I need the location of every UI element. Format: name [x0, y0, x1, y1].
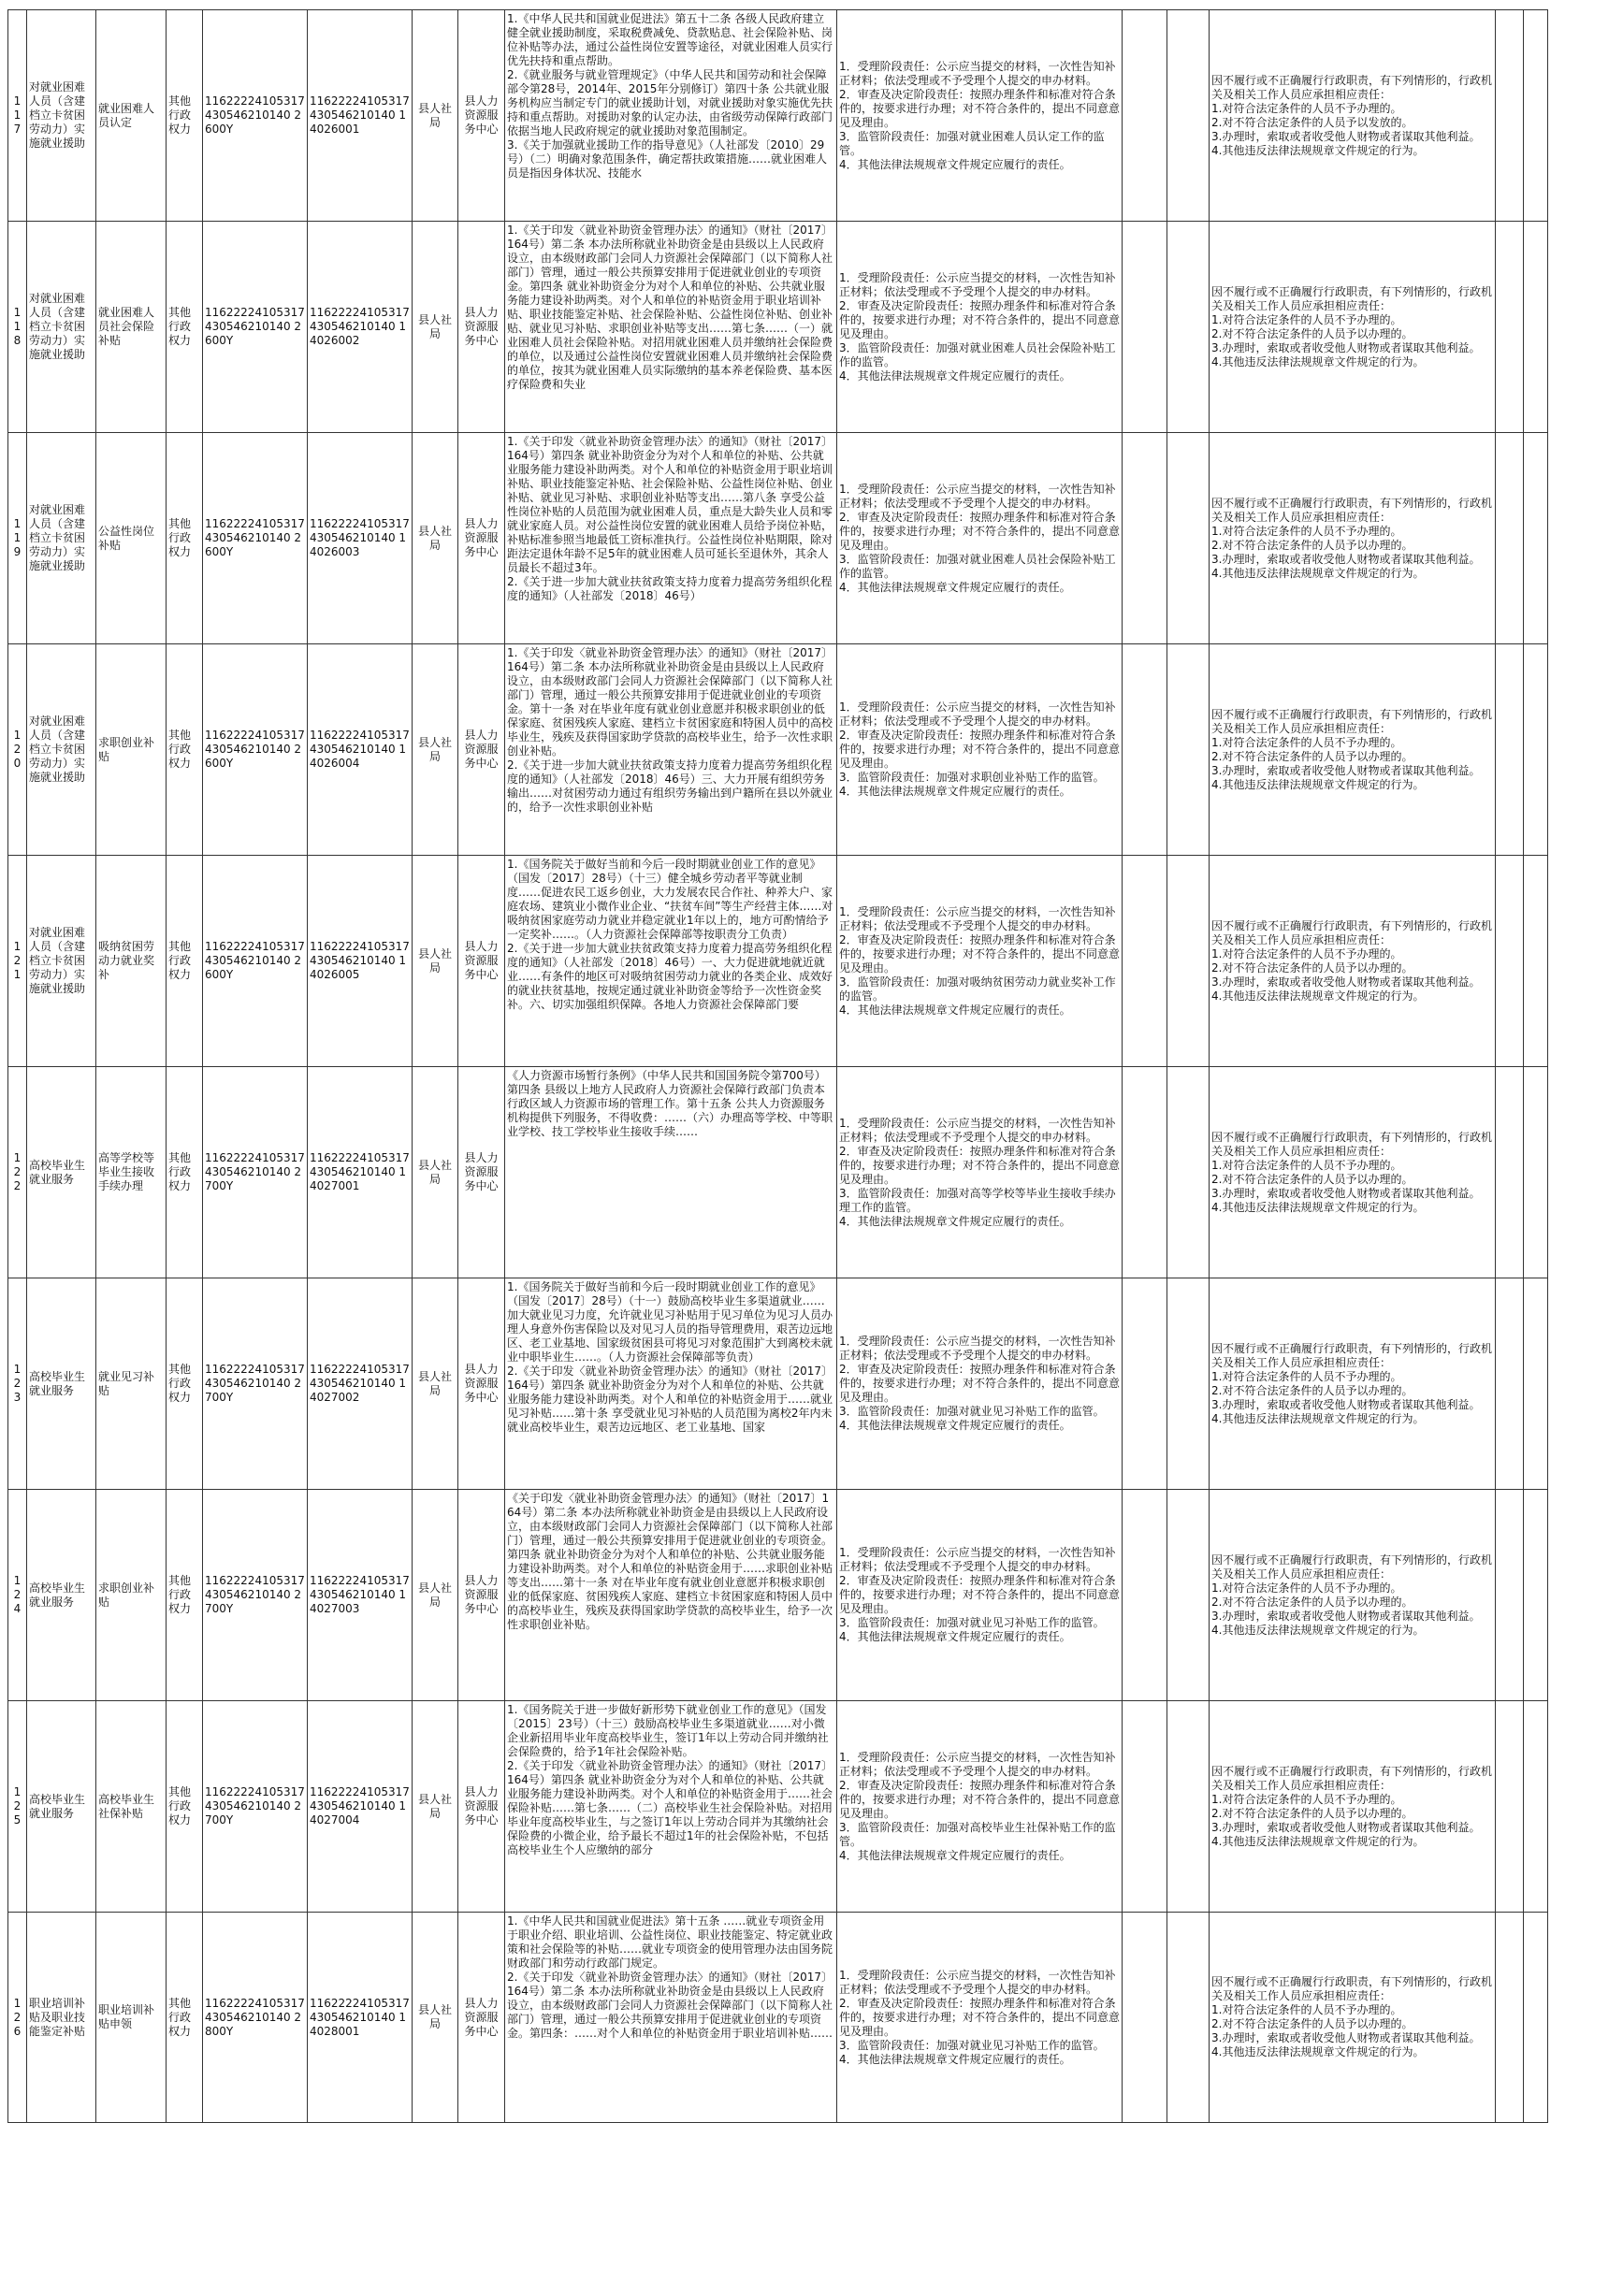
item-name: 高校毕业生就业服务	[27, 1067, 96, 1278]
accountability	[1210, 856, 1496, 1067]
blank-cell	[1524, 1067, 1548, 1278]
sub-item-code: 11622224105317430546210140 14026003	[308, 433, 413, 644]
responsibility	[837, 856, 1123, 1067]
item-name: 高校毕业生就业服务	[27, 1701, 96, 1913]
handling-unit: 县人力资源服务中心	[458, 1913, 505, 2123]
table-row	[8, 1490, 1548, 1701]
legal-basis-text: 《关于印发〈就业补助资金管理办法〉的通知》（财社〔2017〕164号）第二条 本办法所称就业补助资金是由县级以上人民政府设立，由本级财政部门会同人力资源社会保障部门（以下简称人社部门）管理，通过一般公共预算安排用于促进就业创业的专项资金。第四条 就业补助资金分为对个人和单位的补贴、公共就业服务能力建设补助两类。对个人和单位的补贴资金用于……求职创业补贴等支出……第十一条 对在毕业年度有就业创业意愿并积极求职创业的低保家庭、贫困残疾人家庭、建档立卡贫困家庭和特困人员中的高校毕业生，残疾及获得国家助学贷款的高校毕业生，给予一次性求职创业补贴。	[507, 1492, 833, 1631]
legal-basis	[505, 1490, 837, 1701]
legal-basis	[505, 222, 837, 433]
sub-item-name: 就业困难人员社会保险补贴	[96, 222, 167, 433]
item-number: 119	[8, 433, 27, 644]
blank-cell	[1524, 10, 1548, 222]
item-name: 对就业困难人员（含建档立卡贫困劳动力）实施就业援助	[27, 644, 96, 856]
handling-unit: 县人力资源服务中心	[458, 1278, 505, 1490]
legal-basis	[505, 1278, 837, 1490]
table-row	[8, 1278, 1548, 1490]
blank-cell	[1123, 1490, 1167, 1701]
blank-cell	[1167, 644, 1210, 856]
power-type: 其他行政权力	[167, 1701, 203, 1913]
blank-cell	[1167, 1067, 1210, 1278]
blank-cell	[1123, 1278, 1167, 1490]
department: 县人社局	[413, 644, 458, 856]
power-type: 其他行政权力	[167, 856, 203, 1067]
table-row	[8, 1701, 1548, 1913]
blank-cell	[1123, 433, 1167, 644]
sub-item-name: 职业培训补贴申领	[96, 1913, 167, 2123]
item-number: 124	[8, 1490, 27, 1701]
blank-cell	[1496, 1701, 1524, 1913]
table-row	[8, 1067, 1548, 1278]
sub-item-name: 求职创业补贴	[96, 1490, 167, 1701]
item-code: 11622224105317430546210140 2700Y	[203, 1490, 308, 1701]
accountability	[1210, 644, 1496, 856]
legal-basis	[505, 10, 837, 222]
power-type: 其他行政权力	[167, 433, 203, 644]
legal-basis-text: 1.《关于印发〈就业补助资金管理办法〉的通知》（财社〔2017〕164号）第四条 就业补助资金分为对个人和单位的补贴、公共就业服务能力建设补助两类。对个人和单位的补贴资金用于职业培训补贴、职业技能鉴定补贴、社会保险补贴、公益性岗位补贴、创业补贴、就业见习补贴、求职创业补贴等支出……第八条 享受公益性岗位补贴的人员范围为就业困难人员，重点是大龄失业人员和零就业家庭人员。对公益性岗位安置的就业困难人员给予岗位补贴，补贴标准参照当地最低工资标准执行。公益性岗位补贴期限，除对距法定退休年龄不足5年的就业困难人员可延长至退休外，其余人员最长不超过3年。 2.《关于进一步加大就业扶贫政策支持力度着力提高劳务组织化程度的通知》（人社部发〔2018〕46号）	[507, 435, 833, 602]
blank-cell	[1496, 222, 1524, 433]
sub-item-name: 吸纳贫困劳动力就业奖补	[96, 856, 167, 1067]
sub-item-name: 就业见习补贴	[96, 1278, 167, 1490]
item-code: 11622224105317430546210140 2700Y	[203, 1701, 308, 1913]
legal-basis-text: 1.《关于印发〈就业补助资金管理办法〉的通知》（财社〔2017〕164号）第二条 本办法所称就业补助资金是由县级以上人民政府设立，由本级财政部门会同人力资源社会保障部门（以下简称人社部门）管理，通过一般公共预算安排用于促进就业创业的专项资金。第十一条 对在毕业年度有就业创业意愿并积极求职创业的低保家庭、贫困残疾人家庭、建档立卡贫困家庭和特困人员中的高校毕业生，残疾及获得国家助学贷款的高校毕业生，给予一次性求职创业补贴。 2.《关于进一步加大就业扶贫政策支持力度着力提高劳务组织化程度的通知》（人社部发〔2018〕46号）三、大力开展有组织劳务输出……对贫困劳动力通过有组织劳务输出到户籍所在县以外就业的，给予一次性求职创业补贴	[507, 646, 833, 814]
legal-basis	[505, 1913, 837, 2123]
handling-unit: 县人力资源服务中心	[458, 644, 505, 856]
item-name: 对就业困难人员（含建档立卡贫困劳动力）实施就业援助	[27, 10, 96, 222]
legal-basis-text: 1.《国务院关于做好当前和今后一段时期就业创业工作的意见》（国发〔2017〕28号）（十一）鼓励高校毕业生多渠道就业……加大就业见习力度，允许就业见习补贴用于见习单位为见习人员办理人身意外伤害保险以及对见习人员的指导管理费用，艰苦边远地区、老工业基地、国家级贫困县可将见习对象范围扩大到离校未就业中职毕业生……。（人力资源社会保障部等负责） 2.《关于印发〈就业补助资金管理办法〉的通知》（财社〔2017〕164号）第四条 就业补助资金分为对个人和单位的补贴、公共就业服务能力建设补助两类。对个人和单位的补贴资金用于……就业见习补贴……第十条 享受就业见习补贴的人员范围为离校2年内未就业高校毕业生，艰苦边远地区、老工业基地、国家	[507, 1280, 833, 1434]
blank-cell	[1496, 644, 1524, 856]
department: 县人社局	[413, 1278, 458, 1490]
item-number: 125	[8, 1701, 27, 1913]
item-number: 120	[8, 644, 27, 856]
responsibility-text: 1．受理阶段责任：公示应当提交的材料，一次性告知补正材料；依法受理或不予受理个人提交的申办材料。 2．审查及决定阶段责任：按照办理条件和标准对符合条件的，按要求进行办理；对不符合条件的，提出不同意意见及理由。 3．监管阶段责任：加强对就业见习补贴工作的监管。 4．其他法律法规规章文件规定应履行的责任。	[839, 1335, 1120, 1432]
accountability	[1210, 433, 1496, 644]
table-row	[8, 222, 1548, 433]
responsibility	[837, 644, 1123, 856]
sub-item-code: 11622224105317430546210140 14026001	[308, 10, 413, 222]
accountability	[1210, 1278, 1496, 1490]
accountability-text: 因不履行或不正确履行行政职责，有下列情形的，行政机关及相关工作人员应承担相应责任： 1.对符合法定条件的人员不予办理的。 2.对不符合法定条件的人员予以办理的。 3.办理时，索取或者收受他人财物或者谋取其他利益。 4.其他违反法律法规规章文件规定的行为。	[1211, 1764, 1493, 1848]
accountability-text: 因不履行或不正确履行行政职责，有下列情形的，行政机关及相关工作人员应承担相应责任： 1.对符合法定条件的人员不予办理的。 2.对不符合法定条件的人员予以办理的。 3.办理时，索取或者收受他人财物或者谋取其他利益。 4.其他违反法律法规规章文件规定的行为。	[1211, 707, 1493, 791]
power-type: 其他行政权力	[167, 1278, 203, 1490]
responsibility	[837, 1067, 1123, 1278]
item-name: 高校毕业生就业服务	[27, 1278, 96, 1490]
blank-cell	[1524, 1913, 1548, 2123]
department: 县人社局	[413, 1913, 458, 2123]
table-row	[8, 10, 1548, 222]
accountability-text: 因不履行或不正确履行行政职责，有下列情形的，行政机关及相关工作人员应承担相应责任： 1.对符合法定条件的人员不予办理的。 2.对不符合法定条件的人员予以办理的。 3.办理时，索取或者收受他人财物或者谋取其他利益。 4.其他违反法律法规规章文件规定的行为。	[1211, 918, 1493, 1003]
item-code: 11622224105317430546210140 2600Y	[203, 856, 308, 1067]
accountability-text: 因不履行或不正确履行行政职责，有下列情形的，行政机关及相关工作人员应承担相应责任： 1.对符合法定条件的人员不予办理的。 2.对不符合法定条件的人员予以办理的。 3.办理时，索取或者收受他人财物或者谋取其他利益。 4.其他违反法律法规规章文件规定的行为。	[1211, 1341, 1493, 1425]
department: 县人社局	[413, 222, 458, 433]
accountability	[1210, 1490, 1496, 1701]
sub-item-code: 11622224105317430546210140 14027002	[308, 1278, 413, 1490]
sub-item-name: 求职创业补贴	[96, 644, 167, 856]
blank-cell	[1123, 10, 1167, 222]
legal-basis	[505, 856, 837, 1067]
department: 县人社局	[413, 10, 458, 222]
handling-unit: 县人力资源服务中心	[458, 222, 505, 433]
legal-basis-text: 1.《中华人民共和国就业促进法》第五十二条 各级人民政府建立健全就业援助制度，采取税费减免、贷款贴息、社会保险补贴、岗位补贴等办法，通过公益性岗位安置等途径，对就业困难人员实行优先扶持和重点帮助。 2.《就业服务与就业管理规定》（中华人民共和国劳动和社会保障部令第28号，2014年、2015年分别修订）第四十条 公共就业服务机构应当制定专门的就业援助计划，对就业援助对象实施优先扶持和重点帮助。对援助对象的认定办法，由省级劳动保障行政部门依据当地人民政府规定的就业援助对象范围制定。 3.《关于加强就业援助工作的指导意见》（人社部发〔2010〕29号）（二）明确对象范围条件，确定帮扶政策措施……就业困难人员是指因身体状况、技能水	[507, 12, 833, 180]
table-row	[8, 433, 1548, 644]
department: 县人社局	[413, 433, 458, 644]
sub-item-code: 11622224105317430546210140 14028001	[308, 1913, 413, 2123]
blank-cell	[1524, 1278, 1548, 1490]
item-name: 职业培训补贴及职业技能鉴定补贴	[27, 1913, 96, 2123]
responsibility-text: 1．受理阶段责任：公示应当提交的材料，一次性告知补正材料；依法受理或不予受理个人提交的申办材料。 2．审查及决定阶段责任：按照办理条件和标准对符合条件的，按要求进行办理；对不符合条件的，提出不同意意见及理由。 3．监管阶段责任：加强对求职创业补贴工作的监管。 4．其他法律法规规章文件规定应履行的责任。	[839, 700, 1120, 798]
blank-cell	[1524, 1701, 1548, 1913]
item-code: 11622224105317430546210140 2600Y	[203, 222, 308, 433]
responsibility	[837, 1278, 1123, 1490]
blank-cell	[1496, 1278, 1524, 1490]
power-type: 其他行政权力	[167, 222, 203, 433]
responsibility-text: 1．受理阶段责任：公示应当提交的材料，一次性告知补正材料；依法受理或不予受理个人提交的申办材料。 2．审查及决定阶段责任：按照办理条件和标准对符合条件的，按要求进行办理；对不符合条件的，提出不同意意见及理由。 3．监管阶段责任：加强对就业见习补贴工作的监管。 4．其他法律法规规章文件规定应履行的责任。	[839, 1968, 1120, 2066]
sub-item-name: 公益性岗位补贴	[96, 433, 167, 644]
legal-basis-text: 1.《关于印发〈就业补助资金管理办法〉的通知》（财社〔2017〕164号）第二条 本办法所称就业补助资金是由县级以上人民政府设立，由本级财政部门会同人力资源社会保障部门（以下简称人社部门）管理，通过一般公共预算安排用于促进就业创业的专项资金。第四条 就业补助资金分为对个人和单位的补贴、公共就业服务能力建设补助两类。对个人和单位的补贴资金用于职业培训补贴、职业技能鉴定补贴、社会保险补贴、公益性岗位补贴、创业补贴、就业见习补贴、求职创业补贴等支出……第七条……（一）就业困难人员社会保险补贴。对招用就业困难人员并缴纳社会保险费的单位，以及通过公益性岗位安置就业困难人员并缴纳社会保险费的单位，按其为就业困难人员实际缴纳的基本养老保险费、基本医疗保险费和失业	[507, 224, 833, 391]
item-name: 对就业困难人员（含建档立卡贫困劳动力）实施就业援助	[27, 222, 96, 433]
item-name: 对就业困难人员（含建档立卡贫困劳动力）实施就业援助	[27, 856, 96, 1067]
accountability	[1210, 1067, 1496, 1278]
table-row	[8, 644, 1548, 856]
sub-item-name: 高校毕业生社保补贴	[96, 1701, 167, 1913]
responsibility-text: 1．受理阶段责任：公示应当提交的材料，一次性告知补正材料；依法受理或不予受理个人提交的申办材料。 2．审查及决定阶段责任：按照办理条件和标准对符合条件的，按要求进行办理；对不符合条件的，提出不同意意见及理由。 3．监管阶段责任：加强对就业见习补贴工作的监管。 4．其他法律法规规章文件规定应履行的责任。	[839, 1546, 1120, 1643]
blank-cell	[1496, 433, 1524, 644]
handling-unit: 县人力资源服务中心	[458, 1067, 505, 1278]
responsibility	[837, 1701, 1123, 1913]
legal-basis-text: 1.《国务院关于进一步做好新形势下就业创业工作的意见》（国发〔2015〕23号）（十三）鼓励高校毕业生多渠道就业……对小微企业新招用毕业年度高校毕业生，签订1年以上劳动合同并缴纳社会保险费的，给予1年社会保险补贴。 2.《关于印发〈就业补助资金管理办法〉的通知》（财社〔2017〕164号）第四条 就业补助资金分为对个人和单位的补贴、公共就业服务能力建设补助两类。对个人和单位的补贴资金用于……社会保险补贴……第七条……（二）高校毕业生社会保险补贴。对招用毕业年度高校毕业生，与之签订1年以上劳动合同并为其缴纳社会保险费的小微企业，给予最长不超过1年的社会保险补贴，不包括高校毕业生个人应缴纳的部分	[507, 1703, 833, 1856]
blank-cell	[1496, 1913, 1524, 2123]
accountability-text: 因不履行或不正确履行行政职责，有下列情形的，行政机关及相关工作人员应承担相应责任： 1.对符合法定条件的人员不予办理的。 2.对不符合法定条件的人员予以发放的。 3.办理时，索取或者收受他人财物或者谋取其他利益。 4.其他违反法律法规规章文件规定的行为。	[1211, 73, 1493, 157]
responsibility-text: 1．受理阶段责任：公示应当提交的材料，一次性告知补正材料；依法受理或不予受理个人提交的申办材料。 2．审查及决定阶段责任：按照办理条件和标准对符合条件的，按要求进行办理；对不符合条件的，提出不同意意见及理由。 3．监管阶段责任：加强对就业困难人员社会保险补贴工作的监管。 4．其他法律法规规章文件规定应履行的责任。	[839, 270, 1120, 383]
blank-cell	[1123, 222, 1167, 433]
power-type: 其他行政权力	[167, 1067, 203, 1278]
sub-item-name: 高等学校等毕业生接收手续办理	[96, 1067, 167, 1278]
blank-cell	[1496, 10, 1524, 222]
power-type: 其他行政权力	[167, 1913, 203, 2123]
accountability-text: 因不履行或不正确履行行政职责，有下列情形的，行政机关及相关工作人员应承担相应责任： 1.对符合法定条件的人员不予办理的。 2.对不符合法定条件的人员予以办理的。 3.办理时，索取或者收受他人财物或者谋取其他利益。 4.其他违反法律法规规章文件规定的行为。	[1211, 1130, 1493, 1214]
blank-cell	[1524, 222, 1548, 433]
accountability	[1210, 222, 1496, 433]
item-code: 11622224105317430546210140 2600Y	[203, 644, 308, 856]
power-type: 其他行政权力	[167, 644, 203, 856]
handling-unit: 县人力资源服务中心	[458, 1490, 505, 1701]
blank-cell	[1123, 1701, 1167, 1913]
responsibility	[837, 10, 1123, 222]
blank-cell	[1167, 1278, 1210, 1490]
responsibility-text: 1．受理阶段责任：公示应当提交的材料，一次性告知补正材料；依法受理或不予受理个人提交的申办材料。 2．审查及决定阶段责任：按照办理条件和标准对符合条件的，按要求进行办理；对不符合条件的，提出不同意意见及理由。 3．监管阶段责任：加强对就业困难人员认定工作的监管。 4．其他法律法规规章文件规定应履行的责任。	[839, 59, 1120, 171]
legal-basis-text: 1.《中华人民共和国就业促进法》第十五条 ……就业专项资金用于职业介绍、职业培训、公益性岗位、职业技能鉴定、特定就业政策和社会保险等的补贴……就业专项资金的使用管理办法由国务院财政部门和劳动行政部门规定。 2.《关于印发〈就业补助资金管理办法〉的通知》（财社〔2017〕164号）第二条 本办法所称就业补助资金是由县级以上人民政府设立，由本级财政部门会同人力资源社会保障部门（以下简称人社部门）管理，通过一般公共预算安排用于促进就业创业的专项资金。第四条：……对个人和单位的补贴资金用于职业培训补贴……	[507, 1914, 833, 2040]
blank-cell	[1167, 1490, 1210, 1701]
accountability	[1210, 1701, 1496, 1913]
accountability-text: 因不履行或不正确履行行政职责，有下列情形的，行政机关及相关工作人员应承担相应责任： 1.对符合法定条件的人员不予办理的。 2.对不符合法定条件的人员予以办理的。 3.办理时，索取或者收受他人财物或者谋取其他利益。 4.其他违反法律法规规章文件规定的行为。	[1211, 1975, 1493, 2058]
blank-cell	[1524, 644, 1548, 856]
item-name: 对就业困难人员（含建档立卡贫困劳动力）实施就业援助	[27, 433, 96, 644]
blank-cell	[1524, 856, 1548, 1067]
handling-unit: 县人力资源服务中心	[458, 433, 505, 644]
handling-unit: 县人力资源服务中心	[458, 856, 505, 1067]
department: 县人社局	[413, 856, 458, 1067]
sub-item-code: 11622224105317430546210140 14027004	[308, 1701, 413, 1913]
item-number: 118	[8, 222, 27, 433]
responsibility-text: 1．受理阶段责任：公示应当提交的材料，一次性告知补正材料；依法受理或不予受理个人提交的申办材料。 2．审查及决定阶段责任：按照办理条件和标准对符合条件的，按要求进行办理；对不符合条件的，提出不同意意见及理由。 3．监管阶段责任：加强对吸纳贫困劳动力就业奖补工作的监管。 4．其他法律法规规章文件规定应履行的责任。	[839, 904, 1120, 1017]
blank-cell	[1167, 1701, 1210, 1913]
blank-cell	[1123, 1913, 1167, 2123]
power-list-table	[7, 9, 1548, 2123]
blank-cell	[1496, 1490, 1524, 1701]
responsibility	[837, 433, 1123, 644]
handling-unit: 县人力资源服务中心	[458, 1701, 505, 1913]
item-code: 11622224105317430546210140 2600Y	[203, 10, 308, 222]
table-body	[8, 10, 1548, 2123]
blank-cell	[1167, 222, 1210, 433]
legal-basis-text: 1.《国务院关于做好当前和今后一段时期就业创业工作的意见》（国发〔2017〕28号）（十三）健全城乡劳动者平等就业制度……促进农民工返乡创业，大力发展农民合作社、种养大户、家庭农场、建筑业小微作业企业、“扶贫车间”等生产经营主体……对吸纳贫困家庭劳动力就业并稳定就业1年以上的，地方可酌情给予一定奖补……。（人力资源社会保障部等按职责分工负责） 2.《关于进一步加大就业扶贫政策支持力度着力提高劳务组织化程度的通知》（人社部发〔2018〕46号）一、大力促进就地就近就业……有条件的地区可对吸纳贫困劳动力就业的各类企业、成效好的就业扶贫基地，按规定通过就业补助资金等给予一次性资金奖补。六、切实加强组织保障。各地人力资源社会保障部门要	[507, 858, 833, 1011]
item-code: 11622224105317430546210140 2800Y	[203, 1913, 308, 2123]
legal-basis	[505, 1701, 837, 1913]
blank-cell	[1496, 1067, 1524, 1278]
responsibility-text: 1．受理阶段责任：公示应当提交的材料，一次性告知补正材料；依法受理或不予受理个人提交的申办材料。 2．审查及决定阶段责任：按照办理条件和标准对符合条件的，按要求进行办理；对不符合条件的，提出不同意意见及理由。 3．监管阶段责任：加强对高等学校等毕业生接收手续办理工作的监管。 4．其他法律法规规章文件规定应履行的责任。	[839, 1116, 1120, 1228]
sub-item-code: 11622224105317430546210140 14026004	[308, 644, 413, 856]
item-code: 11622224105317430546210140 2600Y	[203, 433, 308, 644]
blank-cell	[1524, 433, 1548, 644]
blank-cell	[1524, 1490, 1548, 1701]
accountability	[1210, 10, 1496, 222]
accountability-text: 因不履行或不正确履行行政职责，有下列情形的，行政机关及相关工作人员应承担相应责任： 1.对符合法定条件的人员不予办理的。 2.对不符合法定条件的人员予以办理的。 3.办理时，索取或者收受他人财物或者谋取其他利益。 4.其他违反法律法规规章文件规定的行为。	[1211, 284, 1493, 368]
blank-cell	[1167, 10, 1210, 222]
legal-basis	[505, 433, 837, 644]
blank-cell	[1496, 856, 1524, 1067]
power-type: 其他行政权力	[167, 1490, 203, 1701]
blank-cell	[1167, 433, 1210, 644]
department: 县人社局	[413, 1490, 458, 1701]
responsibility	[837, 222, 1123, 433]
sub-item-code: 11622224105317430546210140 14027003	[308, 1490, 413, 1701]
department: 县人社局	[413, 1067, 458, 1278]
responsibility	[837, 1490, 1123, 1701]
sub-item-name: 就业困难人员认定	[96, 10, 167, 222]
blank-cell	[1123, 644, 1167, 856]
blank-cell	[1167, 856, 1210, 1067]
legal-basis	[505, 644, 837, 856]
legal-basis-text: 《人力资源市场暂行条例》（中华人民共和国国务院令第700号）第四条 县级以上地方人民政府人力资源社会保障行政部门负责本行政区域人力资源市场的管理工作。第十五条 公共人力资源服务机构提供下列服务，不得收费：……（六）办理高等学校、中等职业学校、技工学校毕业生接收手续……	[507, 1069, 833, 1138]
item-code: 11622224105317430546210140 2700Y	[203, 1278, 308, 1490]
item-number: 117	[8, 10, 27, 222]
item-name: 高校毕业生就业服务	[27, 1490, 96, 1701]
accountability-text: 因不履行或不正确履行行政职责，有下列情形的，行政机关及相关工作人员应承担相应责任： 1.对符合法定条件的人员不予办理的。 2.对不符合法定条件的人员予以办理的。 3.办理时，索取或者收受他人财物或者谋取其他利益。 4.其他违反法律法规规章文件规定的行为。	[1211, 1552, 1493, 1637]
responsibility	[837, 1913, 1123, 2123]
responsibility-text: 1．受理阶段责任：公示应当提交的材料，一次性告知补正材料；依法受理或不予受理个人提交的申办材料。 2．审查及决定阶段责任：按照办理条件和标准对符合条件的，按要求进行办理；对不符合条件的，提出不同意意见及理由。 3．监管阶段责任：加强对就业困难人员社会保险补贴工作的监管。 4．其他法律法规规章文件规定应履行的责任。	[839, 482, 1120, 594]
table-row	[8, 1913, 1548, 2123]
blank-cell	[1123, 856, 1167, 1067]
item-number: 121	[8, 856, 27, 1067]
item-number: 123	[8, 1278, 27, 1490]
power-type: 其他行政权力	[167, 10, 203, 222]
accountability-text: 因不履行或不正确履行行政职责，有下列情形的，行政机关及相关工作人员应承担相应责任： 1.对符合法定条件的人员不予办理的。 2.对不符合法定条件的人员予以办理的。 3.办理时，索取或者收受他人财物或者谋取其他利益。 4.其他违反法律法规规章文件规定的行为。	[1211, 496, 1493, 580]
item-code: 11622224105317430546210140 2700Y	[203, 1067, 308, 1278]
sub-item-code: 11622224105317430546210140 14026002	[308, 222, 413, 433]
blank-cell	[1167, 1913, 1210, 2123]
accountability	[1210, 1913, 1496, 2123]
department: 县人社局	[413, 1701, 458, 1913]
handling-unit: 县人力资源服务中心	[458, 10, 505, 222]
item-number: 126	[8, 1913, 27, 2123]
sub-item-code: 11622224105317430546210140 14027001	[308, 1067, 413, 1278]
table-row	[8, 856, 1548, 1067]
responsibility-text: 1．受理阶段责任：公示应当提交的材料，一次性告知补正材料；依法受理或不予受理个人提交的申办材料。 2．审查及决定阶段责任：按照办理条件和标准对符合条件的，按要求进行办理；对不符合条件的，提出不同意意见及理由。 3．监管阶段责任：加强对高校毕业生社保补贴工作的监管。 4．其他法律法规规章文件规定应履行的责任。	[839, 1750, 1120, 1862]
blank-cell	[1123, 1067, 1167, 1278]
item-number: 122	[8, 1067, 27, 1278]
sub-item-code: 11622224105317430546210140 14026005	[308, 856, 413, 1067]
legal-basis	[505, 1067, 837, 1278]
